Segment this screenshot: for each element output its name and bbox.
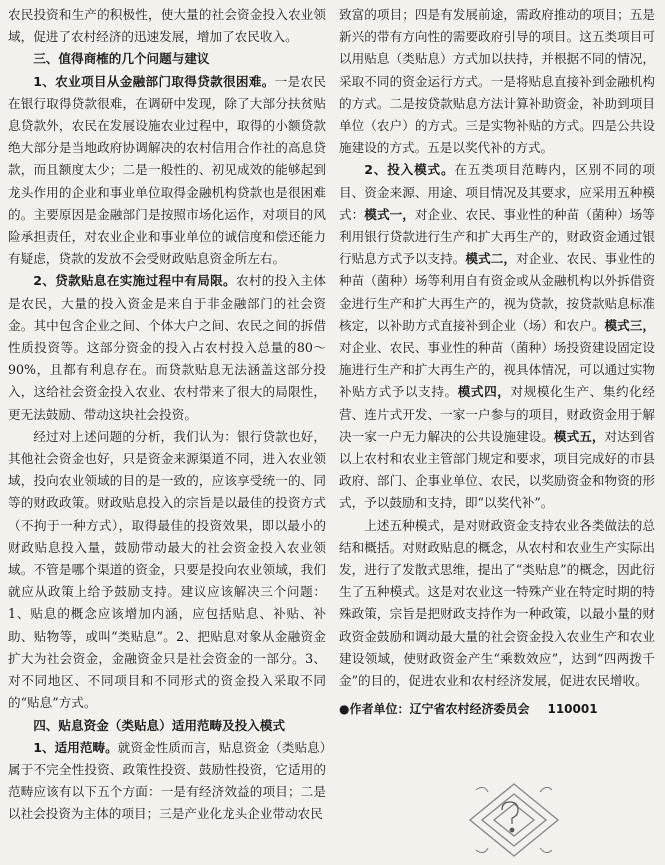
question-mark-pattern-icon — [466, 780, 562, 860]
models-intro: 在五类项目范畴内，区别不同的项目、资金来源、用途、项目情况及其要求，应采用五种模式： — [339, 162, 656, 222]
issue-1-heading: 1、农业项目从金融部门取得贷款很困难。 — [33, 73, 275, 89]
paragraph-issue-1 — [8, 71, 326, 271]
issue-2-text: 农村的投入主体是农民，大量的投入资金是来自于非金融部门的社会资金。其中包含企业之间、个体大户之间、农民之间的拆借性质投资等。这部分资金的投入占农村投入总量的80～90%，且都有利息存在。而贷款贴息无法涵盖这部分投入，这给社会资金投入农业、农村带来了很大的局限性，更无法鼓励、带动这块社会投资。 — [8, 273, 326, 422]
author-unit: ●作者单位：辽宁省农村经济委员会 — [339, 702, 530, 717]
model-4-label: 模式四， — [457, 384, 511, 400]
issue-1-text: 一是农民在银行取得贷款很难，在调研中发现，除了大部分扶贫贴息贷款外，农民在发展设施农业过程中，取得的小额贷款绝大部分是当地政府协调解决的农村信用合作社的高息贷款，而且额度太少；二是一般性的、初见成效的能够起到龙头作用的企业和事业单位取得金融机构贷款也是很困难的。主要原因是金融部门是按照市场化运作，对项目的风险承担责任，对农业企业和事业单位的诚信度和偿还能力有疑虑，贷款的发放不会受财政贴息资金所左右。 — [8, 73, 326, 267]
paragraph-scope-continued: 致富的项目；四是有发展前途，需政府推动的项目；五是新兴的带有方向性的需要政府引导的项目。这五类项目可以用贴息（类贴息）方式加以扶持，并根据不同的情况，采取不同的资金运行方式。一是将贴息直接补到金融机构的方式。二是按贷款贴息方法计算补助资金，补助到项目单位（农户）的方式。三是实物补贴的方式。四是公共设施建设的方式。五是以奖代补的方式。 — [339, 7, 655, 156]
left-column — [8, 4, 326, 826]
model-2-text: 对企业、农民、事业性的种苗（菌种）场等利用自有资金或从金融机构以外拆借资金进行生产和扩大再生产的，视为贷款，按贷款贴息标准核定，以补助方式直接补到企业（场）和农户。 — [339, 251, 656, 333]
model-5-label: 模式五， — [553, 428, 605, 444]
models-heading: 2、投入模式。 — [364, 162, 455, 178]
model-2-label: 模式二， — [465, 251, 516, 267]
right-column — [339, 4, 655, 721]
model-4-text: 对规模化生产、集约化经营、连片式开发、一家一户参与的项目，财政资金用于解决一家一户无力解决的公共设施建设。 — [339, 384, 656, 444]
paragraph-scope — [8, 737, 326, 826]
postal-code: 110001 — [547, 702, 598, 717]
scope-heading: 1、适用范畴。 — [33, 739, 118, 755]
scope-text: 就资金性质而言，贴息资金（类贴息）属于不完全性投资、政策性投资、鼓励性投资，它适用的范畴应该有以下五个方面：一是有经济效益的项目；二是以社会投资为主体的项目；三是产业化龙头企业带动农民 — [8, 739, 327, 822]
paragraph-issue-2 — [8, 270, 326, 425]
paragraph-models — [339, 159, 655, 514]
model-1-label: 模式一， — [364, 206, 415, 222]
paragraph-continued: 农民投资和生产的积极性，使大量的社会资金投入农业领域，促进了农村经济的迅速发展，增加了农民收入。 — [8, 7, 326, 45]
model-1-text: 对企业、农民、事业性的种苗（菌种）场等利用银行贷款进行生产和扩大再生产的，财政资金通过银行贴息方式予以支持。 — [339, 206, 656, 267]
section-heading-4: 四、贴息资金（类贴息）适用范畴及投入模式 — [33, 717, 286, 733]
author-line — [339, 698, 655, 720]
model-3-label: 模式三， — [604, 317, 656, 333]
paragraph-summary: 上述五种模式，是对财政资金支持农业各类做法的总结和概括。对财政贴息的概念，从农村和农业生产实际出发，进行了发散式思维，提出了“类贴息”的概念，因此衍生了五种模式。这是对农业这一特殊产业在特定时期的特殊政策，宗旨是把财政支持作为一种政策，以最小量的财政资金鼓励和调动最大量的社会资金投入农业生产和农业建设领域，使财政资金产生“乘数效应”，达到“四两拨千金”的目的，促进农业和农村经济发展，促进农民增收。 — [339, 517, 655, 689]
model-3-text: 对企业、农民、事业性的种苗（菌种）场投资建设固定设施进行生产和扩大再生产的，视具体情况，可以通过实物补贴方式予以支持。 — [339, 340, 655, 400]
paragraph-analysis: 经过对上述问题的分析，我们认为：银行贷款也好，其他社会资金也好，只是资金来源渠道不同，进入农业领域，投向农业领域的目的是一致的，应该享受统一的、同等的财政政策。财政贴息投入的宗旨是以最佳的投资方式（不拘于一种方式），取得最佳的投资效果，即以最小的财政贴息投入量，鼓励带动最大的社会资金投入农业领域。不管是哪个渠道的资金，只要是投向农业领域，我们就应从政策上给予鼓励支持。建议应该解决三个问题：1、贴息的概念应该增加内涵，应包括贴息、补贴、补助、贴物等，或叫“类贴息”。2、把贴息对象从金融资金扩大为社会资金，金融资金只是社会资金的一部分。3、对不同地区、不同项目和不同形式的资金投入采取不同的“贴息”方式。 — [8, 428, 326, 711]
section-heading-3: 三、值得商榷的几个问题与建议 — [33, 51, 210, 67]
issue-2-heading: 2、贷款贴息在实施过程中有局限。 — [33, 273, 236, 289]
model-5-text: 对达到省以上农村和农业主管部门规定和要求，项目完成好的市县政府、部门、企事业单位、农民，以奖励资金和物资的形式，予以鼓励和支持，即“以奖代补”。 — [339, 428, 656, 511]
